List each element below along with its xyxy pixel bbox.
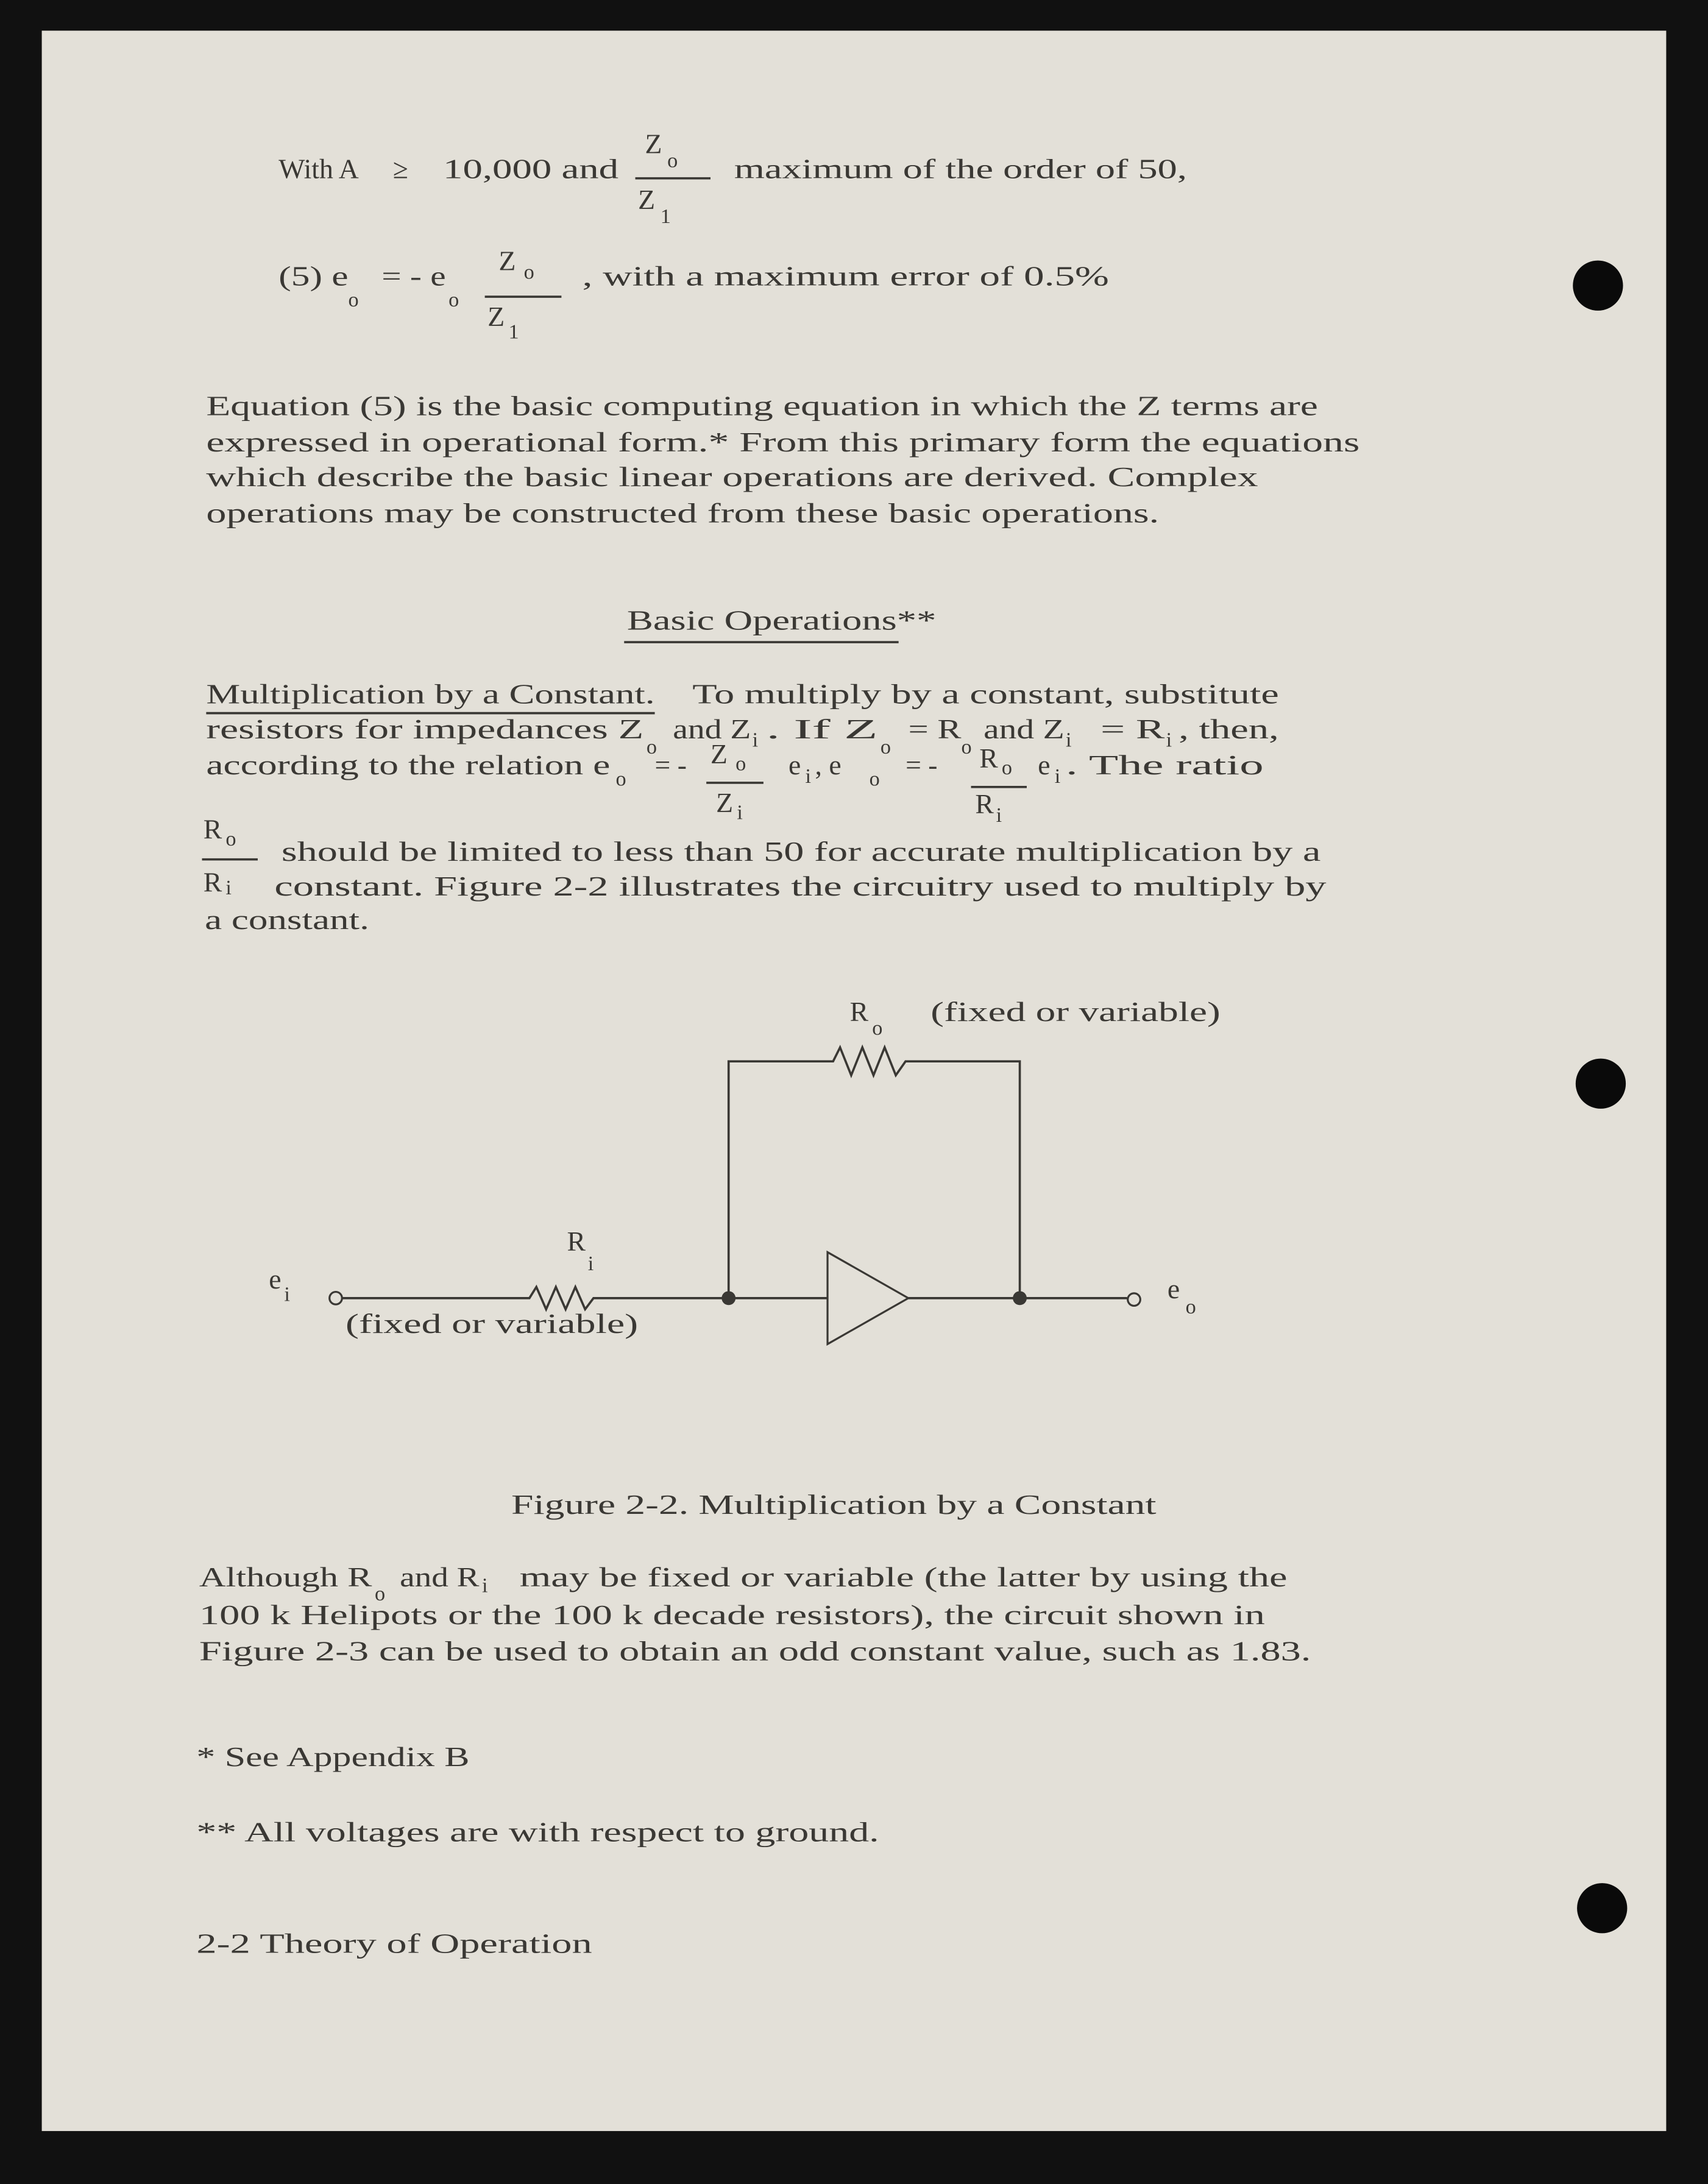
subsection-title: Multiplication by a Constant.: [206, 678, 655, 710]
figure-caption: Figure 2-2. Multiplication by a Constant: [511, 1489, 1157, 1521]
sub: i: [225, 875, 232, 899]
input-terminal: [330, 1292, 342, 1305]
sub: o: [646, 735, 657, 758]
sub: i: [752, 728, 759, 752]
text: , then,: [1178, 713, 1279, 744]
text: and Z: [673, 713, 751, 744]
sub: i: [587, 1252, 594, 1276]
frac-num: R: [203, 813, 222, 845]
sub: o: [1185, 1295, 1196, 1319]
punch-hole: [1576, 1059, 1626, 1109]
sub: o: [667, 149, 678, 172]
text: e: [1038, 749, 1051, 781]
frac-num: Z: [710, 738, 728, 769]
sub: o: [375, 1581, 386, 1605]
sub: 1: [660, 204, 671, 228]
geq-symbol: ≥: [392, 153, 408, 185]
sub: 1: [508, 320, 519, 344]
footnote: ** All voltages are with respect to ground.: [196, 1816, 879, 1848]
text: Although R: [199, 1561, 373, 1593]
text-line: a constant.: [205, 904, 369, 936]
text: resistors for impedances Z: [206, 713, 644, 744]
sub: o: [872, 1016, 883, 1040]
section-heading: Basic Operations**: [626, 604, 937, 636]
text: (5) e: [278, 260, 349, 292]
ri-note: (fixed or variable): [345, 1308, 639, 1340]
sub: o: [735, 752, 746, 776]
frac-num: Z: [498, 245, 516, 277]
sub: i: [805, 764, 812, 788]
page-footer: 2-2 Theory of Operation: [196, 1928, 592, 1959]
footnote: * See Appendix B: [196, 1741, 470, 1773]
text-line: Equation (5) is the basic computing equation in which the Z terms are: [206, 390, 1318, 422]
frac-den: Z: [716, 786, 734, 818]
sub: o: [348, 288, 359, 312]
output-terminal: [1128, 1293, 1141, 1306]
ei-label: e: [269, 1263, 282, 1295]
text: = - e: [381, 260, 446, 292]
text-line: constant. Figure 2-2 illustrates the circuitry used to multiply by: [274, 871, 1327, 902]
sub: o: [869, 767, 880, 791]
text-line: should be limited to less than 50 for accurate multiplication by a: [281, 835, 1321, 867]
sub: o: [448, 288, 459, 312]
text: e: [788, 749, 801, 781]
text: . If Z: [766, 713, 878, 744]
text-line: which describe the basic linear operations are derived. Complex: [206, 461, 1258, 492]
text-line: 100 k Helipots or the 100 k decade resistors), the circuit shown in: [199, 1599, 1266, 1630]
text: With A: [278, 153, 359, 185]
frac-den: R: [975, 788, 994, 820]
text: , with a maximum error of 0.5%: [582, 260, 1109, 292]
text: maximum of the order of 50,: [734, 153, 1187, 185]
sub: o: [961, 735, 972, 758]
text: according to the relation e: [206, 749, 611, 781]
frac-den: Z: [638, 183, 656, 215]
text: To multiply by a constant, substitute: [692, 678, 1279, 710]
text: = -: [905, 749, 938, 781]
text: , e: [815, 749, 842, 781]
text-line: operations may be constructed from these basic operations.: [206, 497, 1160, 529]
text: . The ratio: [1066, 749, 1264, 781]
punch-hole: [1577, 1883, 1627, 1933]
paragraph-although: [199, 1561, 1311, 1666]
frac-den: Z: [487, 301, 505, 333]
sub: i: [1166, 728, 1172, 752]
ro-note: (fixed or variable): [930, 995, 1221, 1027]
sub: i: [1054, 764, 1061, 788]
sub: o: [615, 767, 626, 791]
sub: o: [225, 827, 236, 850]
sub: i: [482, 1574, 488, 1597]
sub: i: [996, 803, 1002, 827]
text: and Z: [983, 713, 1065, 744]
junction-dot: [1013, 1291, 1027, 1305]
text: = R: [1100, 713, 1166, 744]
frac-num: Z: [645, 128, 662, 160]
punch-hole: [1573, 261, 1623, 311]
sub: i: [737, 800, 743, 824]
frac-den: R: [203, 866, 222, 898]
text: = R: [908, 713, 962, 744]
sub: o: [1001, 756, 1012, 780]
sub: o: [523, 260, 534, 284]
eo-label: e: [1167, 1273, 1180, 1304]
frac-num: R: [979, 742, 998, 774]
ri-label: R: [567, 1226, 586, 1257]
text: and R: [400, 1561, 480, 1593]
junction-dot: [721, 1291, 735, 1305]
text: 10,000 and: [443, 153, 619, 185]
sub: i: [284, 1282, 290, 1306]
sub: o: [880, 735, 891, 758]
ro-label: R: [849, 995, 869, 1027]
text-line: expressed in operational form.* From this primary form the equations: [206, 426, 1360, 458]
text-line: Figure 2-3 can be used to obtain an odd constant value, such as 1.83.: [199, 1635, 1311, 1667]
sub: i: [1066, 728, 1072, 752]
text: = -: [654, 749, 687, 781]
text: may be fixed or variable (the latter by using the: [519, 1561, 1288, 1593]
